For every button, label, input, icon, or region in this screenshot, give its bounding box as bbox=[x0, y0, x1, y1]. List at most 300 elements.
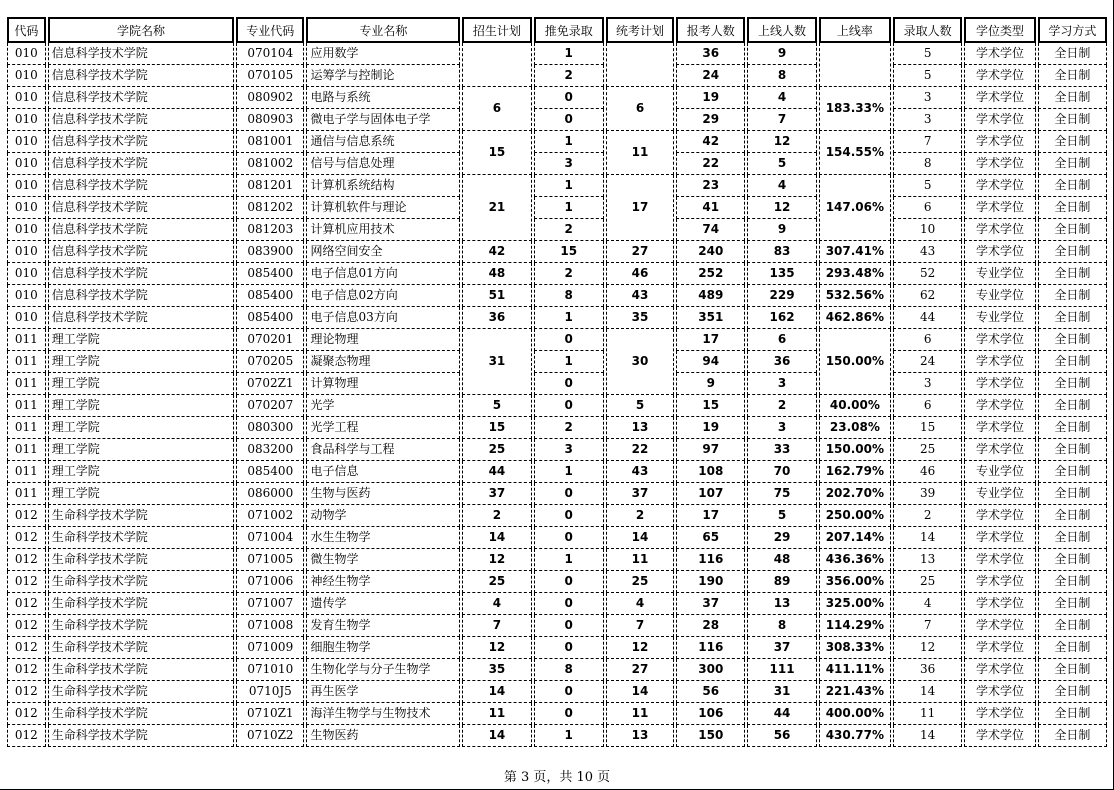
cell-exempt-admit: 3 bbox=[534, 153, 604, 175]
cell-study-mode: 全日制 bbox=[1038, 703, 1107, 725]
cell-college-name: 理工学院 bbox=[48, 483, 234, 505]
cell-degree-type: 学术学位 bbox=[964, 87, 1035, 109]
cell-admitted: 15 bbox=[893, 417, 962, 439]
cell-code: 010 bbox=[7, 285, 46, 307]
header-applicants: 报考人数 bbox=[676, 17, 745, 43]
cell-major-code: 071009 bbox=[236, 637, 304, 659]
cell-major-name: 生物医药 bbox=[306, 725, 460, 747]
cell-major-code: 080300 bbox=[236, 417, 304, 439]
cell-college-name: 生命科学技术学院 bbox=[48, 571, 234, 593]
table-row bbox=[7, 131, 1107, 153]
cell-degree-type: 学术学位 bbox=[964, 329, 1035, 351]
table-row bbox=[7, 681, 1107, 703]
cell-degree-type: 学术学位 bbox=[964, 109, 1035, 131]
cell-major-code: 085400 bbox=[236, 285, 304, 307]
cell-exam-plan: 30 bbox=[606, 329, 674, 395]
cell-degree-type: 学术学位 bbox=[964, 615, 1035, 637]
cell-admitted: 4 bbox=[893, 593, 962, 615]
cell-applicants: 29 bbox=[676, 109, 745, 131]
cell-applicants: 56 bbox=[676, 681, 745, 703]
cell-major-name: 微生物学 bbox=[306, 549, 460, 571]
cell-college-name: 理工学院 bbox=[48, 373, 234, 395]
cell-degree-type: 专业学位 bbox=[964, 483, 1035, 505]
cell-pass-rate: 532.56% bbox=[819, 285, 891, 307]
cell-exempt-admit: 0 bbox=[534, 615, 604, 637]
cell-exempt-admit: 0 bbox=[534, 703, 604, 725]
cell-study-mode: 全日制 bbox=[1038, 43, 1107, 65]
table-row bbox=[7, 703, 1107, 725]
cell-applicants: 106 bbox=[676, 703, 745, 725]
cell-enroll-plan: 35 bbox=[462, 659, 531, 681]
table-row bbox=[7, 153, 1107, 175]
cell-exempt-admit: 2 bbox=[534, 219, 604, 241]
cell-pass-rate: 436.36% bbox=[819, 549, 891, 571]
cell-major-code: 085400 bbox=[236, 461, 304, 483]
cell-major-name: 理论物理 bbox=[306, 329, 460, 351]
cell-exempt-admit: 0 bbox=[534, 571, 604, 593]
table-row bbox=[7, 527, 1107, 549]
cell-study-mode: 全日制 bbox=[1038, 615, 1107, 637]
cell-college-name: 信息科学技术学院 bbox=[48, 87, 234, 109]
cell-college-name: 信息科学技术学院 bbox=[48, 263, 234, 285]
cell-study-mode: 全日制 bbox=[1038, 461, 1107, 483]
cell-degree-type: 学术学位 bbox=[964, 373, 1035, 395]
cell-degree-type: 学术学位 bbox=[964, 43, 1035, 65]
table-row bbox=[7, 593, 1107, 615]
cell-study-mode: 全日制 bbox=[1038, 241, 1107, 263]
cell-major-code: 071006 bbox=[236, 571, 304, 593]
cell-major-name: 动物学 bbox=[306, 505, 460, 527]
cell-admitted: 6 bbox=[893, 197, 962, 219]
cell-exempt-admit: 0 bbox=[534, 593, 604, 615]
cell-study-mode: 全日制 bbox=[1038, 197, 1107, 219]
cell-passed: 2 bbox=[747, 395, 816, 417]
cell-exempt-admit: 0 bbox=[534, 373, 604, 395]
cell-study-mode: 全日制 bbox=[1038, 571, 1107, 593]
cell-major-name: 水生生物学 bbox=[306, 527, 460, 549]
cell-enroll-plan: 21 bbox=[462, 175, 531, 241]
cell-passed: 89 bbox=[747, 571, 816, 593]
cell-exempt-admit: 0 bbox=[534, 637, 604, 659]
cell-degree-type: 学术学位 bbox=[964, 65, 1035, 87]
cell-exempt-admit: 1 bbox=[534, 461, 604, 483]
cell-degree-type: 学术学位 bbox=[964, 571, 1035, 593]
cell-enroll-plan: 6 bbox=[462, 87, 531, 131]
table-row bbox=[7, 373, 1107, 395]
cell-college-name: 信息科学技术学院 bbox=[48, 307, 234, 329]
cell-degree-type: 学术学位 bbox=[964, 725, 1035, 747]
cell-applicants: 17 bbox=[676, 505, 745, 527]
cell-applicants: 19 bbox=[676, 417, 745, 439]
cell-enroll-plan: 2 bbox=[462, 505, 531, 527]
table-row bbox=[7, 439, 1107, 461]
table-row bbox=[7, 659, 1107, 681]
cell-degree-type: 学术学位 bbox=[964, 637, 1035, 659]
cell-enroll-plan: 51 bbox=[462, 285, 531, 307]
cell-passed: 37 bbox=[747, 637, 816, 659]
table-row bbox=[7, 109, 1107, 131]
cell-applicants: 351 bbox=[676, 307, 745, 329]
cell-passed: 4 bbox=[747, 175, 816, 197]
cell-major-code: 070205 bbox=[236, 351, 304, 373]
cell-exempt-admit: 0 bbox=[534, 483, 604, 505]
cell-admitted: 10 bbox=[893, 219, 962, 241]
cell-enroll-plan: 25 bbox=[462, 439, 531, 461]
cell-study-mode: 全日制 bbox=[1038, 153, 1107, 175]
cell-exam-plan: 14 bbox=[606, 681, 674, 703]
cell-exam-plan: 37 bbox=[606, 483, 674, 505]
cell-code: 012 bbox=[7, 637, 46, 659]
cell-admitted: 52 bbox=[893, 263, 962, 285]
cell-passed: 6 bbox=[747, 329, 816, 351]
cell-passed: 162 bbox=[747, 307, 816, 329]
cell-applicants: 65 bbox=[676, 527, 745, 549]
cell-degree-type: 学术学位 bbox=[964, 593, 1035, 615]
cell-passed: 8 bbox=[747, 615, 816, 637]
cell-study-mode: 全日制 bbox=[1038, 725, 1107, 747]
cell-major-code: 081201 bbox=[236, 175, 304, 197]
cell-pass-rate: 308.33% bbox=[819, 637, 891, 659]
cell-admitted: 44 bbox=[893, 307, 962, 329]
cell-degree-type: 学术学位 bbox=[964, 527, 1035, 549]
cell-exempt-admit: 2 bbox=[534, 65, 604, 87]
cell-admitted: 6 bbox=[893, 329, 962, 351]
cell-major-code: 070104 bbox=[236, 43, 304, 65]
cell-major-code: 085400 bbox=[236, 307, 304, 329]
cell-major-code: 081203 bbox=[236, 219, 304, 241]
cell-enroll-plan: 37 bbox=[462, 483, 531, 505]
cell-exam-plan: 35 bbox=[606, 307, 674, 329]
header-study-mode: 学习方式 bbox=[1038, 17, 1107, 43]
cell-major-code: 080902 bbox=[236, 87, 304, 109]
cell-study-mode: 全日制 bbox=[1038, 681, 1107, 703]
cell-major-code: 071010 bbox=[236, 659, 304, 681]
cell-major-code: 0702Z1 bbox=[236, 373, 304, 395]
cell-exempt-admit: 1 bbox=[534, 197, 604, 219]
cell-major-name: 电子信息03方向 bbox=[306, 307, 460, 329]
cell-code: 010 bbox=[7, 87, 46, 109]
table-row bbox=[7, 505, 1107, 527]
cell-passed: 135 bbox=[747, 263, 816, 285]
cell-passed: 13 bbox=[747, 593, 816, 615]
cell-exam-plan: 46 bbox=[606, 263, 674, 285]
cell-major-code: 085400 bbox=[236, 263, 304, 285]
cell-college-name: 信息科学技术学院 bbox=[48, 241, 234, 263]
cell-major-name: 应用数学 bbox=[306, 43, 460, 65]
cell-admitted: 8 bbox=[893, 153, 962, 175]
cell-degree-type: 学术学位 bbox=[964, 703, 1035, 725]
cell-major-code: 071005 bbox=[236, 549, 304, 571]
cell-passed: 3 bbox=[747, 373, 816, 395]
cell-study-mode: 全日制 bbox=[1038, 527, 1107, 549]
cell-code: 012 bbox=[7, 505, 46, 527]
cell-major-name: 计算物理 bbox=[306, 373, 460, 395]
cell-enroll-plan: 15 bbox=[462, 131, 531, 175]
cell-pass-rate: 147.06% bbox=[819, 175, 891, 241]
cell-admitted: 24 bbox=[893, 351, 962, 373]
cell-major-code: 070207 bbox=[236, 395, 304, 417]
cell-admitted: 7 bbox=[893, 131, 962, 153]
table-row bbox=[7, 571, 1107, 593]
cell-major-name: 生物与医药 bbox=[306, 483, 460, 505]
cell-applicants: 108 bbox=[676, 461, 745, 483]
header-enroll-plan: 招生计划 bbox=[462, 17, 531, 43]
cell-major-name: 细胞生物学 bbox=[306, 637, 460, 659]
cell-exempt-admit: 1 bbox=[534, 307, 604, 329]
cell-pass-rate: 430.77% bbox=[819, 725, 891, 747]
table-row bbox=[7, 725, 1107, 747]
cell-study-mode: 全日制 bbox=[1038, 131, 1107, 153]
cell-exam-plan: 14 bbox=[606, 527, 674, 549]
cell-major-name: 信号与信息处理 bbox=[306, 153, 460, 175]
table-row bbox=[7, 285, 1107, 307]
cell-admitted: 7 bbox=[893, 615, 962, 637]
cell-passed: 75 bbox=[747, 483, 816, 505]
cell-major-name: 再生医学 bbox=[306, 681, 460, 703]
cell-major-name: 遗传学 bbox=[306, 593, 460, 615]
cell-major-name: 食品科学与工程 bbox=[306, 439, 460, 461]
cell-study-mode: 全日制 bbox=[1038, 505, 1107, 527]
cell-admitted: 43 bbox=[893, 241, 962, 263]
cell-degree-type: 学术学位 bbox=[964, 351, 1035, 373]
cell-degree-type: 学术学位 bbox=[964, 131, 1035, 153]
header-college-name: 学院名称 bbox=[48, 17, 234, 43]
cell-pass-rate: 307.41% bbox=[819, 241, 891, 263]
cell-study-mode: 全日制 bbox=[1038, 417, 1107, 439]
cell-study-mode: 全日制 bbox=[1038, 659, 1107, 681]
cell-exempt-admit: 1 bbox=[534, 175, 604, 197]
cell-enroll-plan: 31 bbox=[462, 329, 531, 395]
cell-enroll-plan: 44 bbox=[462, 461, 531, 483]
cell-passed: 4 bbox=[747, 87, 816, 109]
cell-passed: 8 bbox=[747, 65, 816, 87]
cell-exempt-admit: 1 bbox=[534, 549, 604, 571]
cell-college-name: 理工学院 bbox=[48, 461, 234, 483]
cell-exempt-admit: 0 bbox=[534, 505, 604, 527]
cell-major-code: 083200 bbox=[236, 439, 304, 461]
cell-degree-type: 学术学位 bbox=[964, 241, 1035, 263]
cell-admitted: 13 bbox=[893, 549, 962, 571]
cell-pass-rate: 114.29% bbox=[819, 615, 891, 637]
cell-passed: 56 bbox=[747, 725, 816, 747]
cell-passed: 12 bbox=[747, 131, 816, 153]
cell-applicants: 24 bbox=[676, 65, 745, 87]
cell-enroll-plan: 4 bbox=[462, 593, 531, 615]
cell-applicants: 22 bbox=[676, 153, 745, 175]
cell-admitted: 14 bbox=[893, 527, 962, 549]
cell-enroll-plan: 36 bbox=[462, 307, 531, 329]
cell-major-name: 运筹学与控制论 bbox=[306, 65, 460, 87]
cell-applicants: 107 bbox=[676, 483, 745, 505]
table-row bbox=[7, 219, 1107, 241]
cell-study-mode: 全日制 bbox=[1038, 329, 1107, 351]
cell-enroll-plan bbox=[462, 43, 531, 87]
cell-code: 010 bbox=[7, 197, 46, 219]
cell-passed: 7 bbox=[747, 109, 816, 131]
cell-passed: 12 bbox=[747, 197, 816, 219]
cell-passed: 5 bbox=[747, 505, 816, 527]
cell-major-name: 电路与系统 bbox=[306, 87, 460, 109]
cell-exam-plan: 7 bbox=[606, 615, 674, 637]
cell-college-name: 信息科学技术学院 bbox=[48, 109, 234, 131]
cell-code: 010 bbox=[7, 175, 46, 197]
cell-passed: 48 bbox=[747, 549, 816, 571]
cell-exam-plan: 11 bbox=[606, 549, 674, 571]
cell-code: 011 bbox=[7, 395, 46, 417]
cell-passed: 33 bbox=[747, 439, 816, 461]
cell-applicants: 36 bbox=[676, 43, 745, 65]
cell-passed: 70 bbox=[747, 461, 816, 483]
cell-code: 012 bbox=[7, 527, 46, 549]
cell-college-name: 生命科学技术学院 bbox=[48, 593, 234, 615]
cell-study-mode: 全日制 bbox=[1038, 439, 1107, 461]
cell-exempt-admit: 1 bbox=[534, 725, 604, 747]
cell-applicants: 150 bbox=[676, 725, 745, 747]
table-row bbox=[7, 241, 1107, 263]
cell-passed: 36 bbox=[747, 351, 816, 373]
cell-study-mode: 全日制 bbox=[1038, 263, 1107, 285]
cell-college-name: 理工学院 bbox=[48, 395, 234, 417]
header-passed: 上线人数 bbox=[747, 17, 816, 43]
cell-applicants: 42 bbox=[676, 131, 745, 153]
cell-applicants: 252 bbox=[676, 263, 745, 285]
cell-code: 010 bbox=[7, 65, 46, 87]
cell-pass-rate: 150.00% bbox=[819, 439, 891, 461]
cell-admitted: 25 bbox=[893, 571, 962, 593]
cell-major-name: 通信与信息系统 bbox=[306, 131, 460, 153]
cell-exam-plan: 2 bbox=[606, 505, 674, 527]
cell-study-mode: 全日制 bbox=[1038, 483, 1107, 505]
cell-applicants: 15 bbox=[676, 395, 745, 417]
cell-major-name: 计算机应用技术 bbox=[306, 219, 460, 241]
cell-degree-type: 学术学位 bbox=[964, 681, 1035, 703]
cell-applicants: 94 bbox=[676, 351, 745, 373]
cell-admitted: 46 bbox=[893, 461, 962, 483]
cell-applicants: 97 bbox=[676, 439, 745, 461]
cell-pass-rate: 250.00% bbox=[819, 505, 891, 527]
cell-study-mode: 全日制 bbox=[1038, 109, 1107, 131]
cell-college-name: 生命科学技术学院 bbox=[48, 659, 234, 681]
cell-code: 011 bbox=[7, 461, 46, 483]
cell-major-code: 081001 bbox=[236, 131, 304, 153]
cell-exempt-admit: 1 bbox=[534, 43, 604, 65]
cell-code: 012 bbox=[7, 659, 46, 681]
header-exempt-admit: 推免录取 bbox=[534, 17, 604, 43]
cell-pass-rate bbox=[819, 43, 891, 87]
table-row bbox=[7, 637, 1107, 659]
table-header bbox=[7, 17, 1107, 43]
cell-code: 010 bbox=[7, 153, 46, 175]
cell-exempt-admit: 0 bbox=[534, 329, 604, 351]
cell-major-code: 0710Z2 bbox=[236, 725, 304, 747]
cell-major-name: 电子信息01方向 bbox=[306, 263, 460, 285]
cell-major-code: 086000 bbox=[236, 483, 304, 505]
cell-pass-rate: 154.55% bbox=[819, 131, 891, 175]
cell-enroll-plan: 48 bbox=[462, 263, 531, 285]
cell-pass-rate: 23.08% bbox=[819, 417, 891, 439]
cell-study-mode: 全日制 bbox=[1038, 219, 1107, 241]
cell-pass-rate: 462.86% bbox=[819, 307, 891, 329]
table-row bbox=[7, 483, 1107, 505]
cell-admitted: 39 bbox=[893, 483, 962, 505]
cell-degree-type: 专业学位 bbox=[964, 307, 1035, 329]
cell-exam-plan: 43 bbox=[606, 461, 674, 483]
cell-degree-type: 学术学位 bbox=[964, 175, 1035, 197]
cell-college-name: 理工学院 bbox=[48, 417, 234, 439]
cell-study-mode: 全日制 bbox=[1038, 593, 1107, 615]
cell-admitted: 5 bbox=[893, 65, 962, 87]
cell-enroll-plan: 12 bbox=[462, 637, 531, 659]
cell-code: 012 bbox=[7, 703, 46, 725]
cell-exam-plan: 4 bbox=[606, 593, 674, 615]
cell-college-name: 信息科学技术学院 bbox=[48, 65, 234, 87]
cell-study-mode: 全日制 bbox=[1038, 549, 1107, 571]
cell-major-name: 电子信息 bbox=[306, 461, 460, 483]
cell-exam-plan: 43 bbox=[606, 285, 674, 307]
cell-pass-rate: 40.00% bbox=[819, 395, 891, 417]
cell-applicants: 17 bbox=[676, 329, 745, 351]
table-row bbox=[7, 351, 1107, 373]
cell-admitted: 3 bbox=[893, 373, 962, 395]
cell-admitted: 36 bbox=[893, 659, 962, 681]
cell-passed: 83 bbox=[747, 241, 816, 263]
cell-code: 011 bbox=[7, 417, 46, 439]
cell-major-code: 081002 bbox=[236, 153, 304, 175]
cell-code: 010 bbox=[7, 241, 46, 263]
cell-admitted: 25 bbox=[893, 439, 962, 461]
cell-study-mode: 全日制 bbox=[1038, 65, 1107, 87]
cell-pass-rate: 221.43% bbox=[819, 681, 891, 703]
cell-college-name: 信息科学技术学院 bbox=[48, 285, 234, 307]
cell-college-name: 生命科学技术学院 bbox=[48, 725, 234, 747]
cell-code: 010 bbox=[7, 307, 46, 329]
cell-code: 012 bbox=[7, 681, 46, 703]
table-row bbox=[7, 43, 1107, 65]
cell-exempt-admit: 3 bbox=[534, 439, 604, 461]
cell-code: 012 bbox=[7, 549, 46, 571]
cell-pass-rate: 162.79% bbox=[819, 461, 891, 483]
table-row bbox=[7, 65, 1107, 87]
cell-exempt-admit: 1 bbox=[534, 131, 604, 153]
header-row bbox=[7, 17, 1107, 43]
cell-major-name: 海洋生物学与生物技术 bbox=[306, 703, 460, 725]
cell-study-mode: 全日制 bbox=[1038, 87, 1107, 109]
cell-applicants: 19 bbox=[676, 87, 745, 109]
cell-applicants: 116 bbox=[676, 549, 745, 571]
cell-college-name: 理工学院 bbox=[48, 329, 234, 351]
cell-degree-type: 学术学位 bbox=[964, 197, 1035, 219]
table-row bbox=[7, 87, 1107, 109]
cell-degree-type: 学术学位 bbox=[964, 439, 1035, 461]
cell-major-name: 光学工程 bbox=[306, 417, 460, 439]
cell-major-name: 生物化学与分子生物学 bbox=[306, 659, 460, 681]
cell-pass-rate: 400.00% bbox=[819, 703, 891, 725]
cell-major-name: 计算机软件与理论 bbox=[306, 197, 460, 219]
cell-passed: 31 bbox=[747, 681, 816, 703]
cell-major-code: 070105 bbox=[236, 65, 304, 87]
cell-enroll-plan: 14 bbox=[462, 527, 531, 549]
cell-exam-plan: 11 bbox=[606, 131, 674, 175]
cell-code: 012 bbox=[7, 593, 46, 615]
cell-admitted: 2 bbox=[893, 505, 962, 527]
cell-degree-type: 学术学位 bbox=[964, 505, 1035, 527]
cell-college-name: 生命科学技术学院 bbox=[48, 615, 234, 637]
cell-study-mode: 全日制 bbox=[1038, 307, 1107, 329]
cell-code: 011 bbox=[7, 329, 46, 351]
cell-major-name: 神经生物学 bbox=[306, 571, 460, 593]
cell-enroll-plan: 12 bbox=[462, 549, 531, 571]
cell-degree-type: 学术学位 bbox=[964, 219, 1035, 241]
